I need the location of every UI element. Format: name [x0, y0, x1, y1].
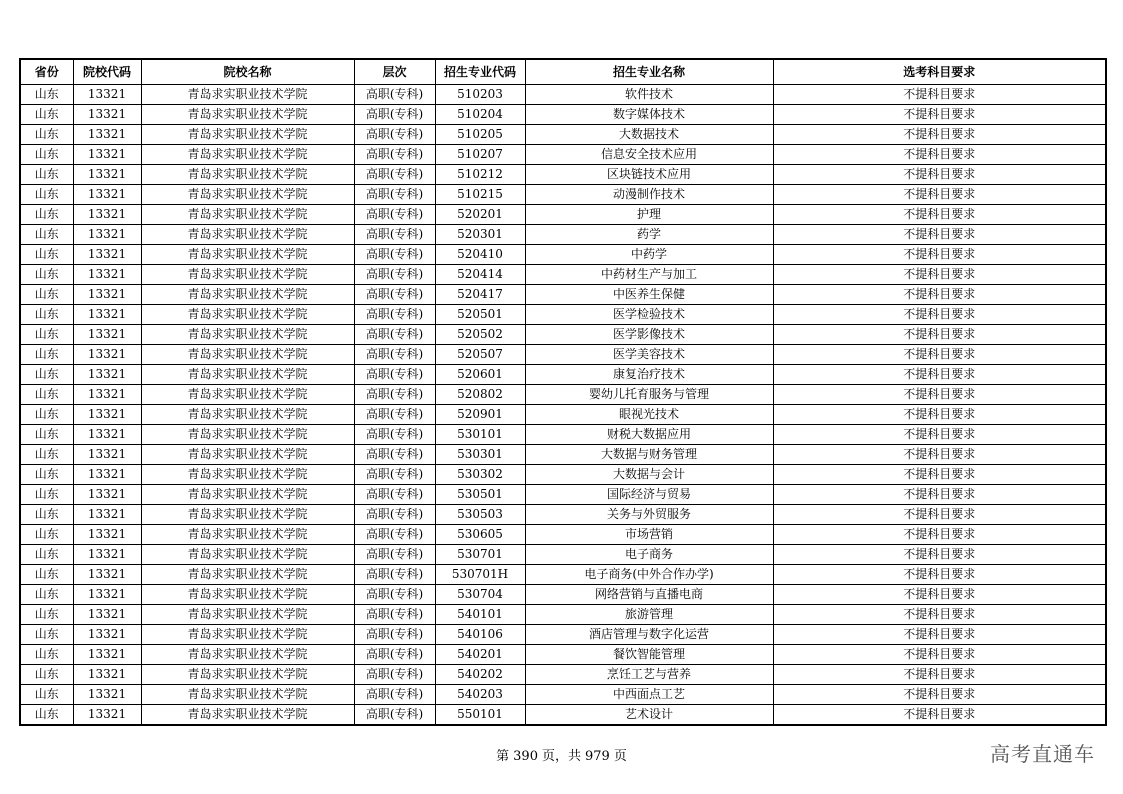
cell-school-name: 青岛求实职业技术学院: [141, 305, 354, 325]
cell-school-name: 青岛求实职业技术学院: [141, 525, 354, 545]
table-row: [20, 645, 1106, 665]
cell-major-code: 530302: [435, 465, 525, 485]
cell-subject-requirement: 不提科目要求: [773, 485, 1106, 505]
cell-subject-requirement: 不提科目要求: [773, 85, 1106, 105]
cell-province: 山东: [20, 685, 73, 705]
cell-level: 高职(专科): [354, 225, 435, 245]
cell-school-name: 青岛求实职业技术学院: [141, 205, 354, 225]
cell-major-code: 530501: [435, 485, 525, 505]
cell-major-name: 动漫制作技术: [525, 185, 773, 205]
cell-major-code: 520501: [435, 305, 525, 325]
cell-province: 山东: [20, 305, 73, 325]
cell-school-name: 青岛求实职业技术学院: [141, 445, 354, 465]
cell-province: 山东: [20, 165, 73, 185]
cell-subject-requirement: 不提科目要求: [773, 285, 1106, 305]
cell-level: 高职(专科): [354, 145, 435, 165]
cell-major-code: 520507: [435, 345, 525, 365]
cell-school-name: 青岛求实职业技术学院: [141, 405, 354, 425]
cell-school-name: 青岛求实职业技术学院: [141, 705, 354, 726]
cell-major-name: 网络营销与直播电商: [525, 585, 773, 605]
page-label-suffix: 页: [613, 749, 627, 764]
cell-level: 高职(专科): [354, 285, 435, 305]
cell-school-name: 青岛求实职业技术学院: [141, 605, 354, 625]
cell-school-name: 青岛求实职业技术学院: [141, 345, 354, 365]
cell-level: 高职(专科): [354, 245, 435, 265]
cell-school-name: 青岛求实职业技术学院: [141, 285, 354, 305]
cell-major-name: 旅游管理: [525, 605, 773, 625]
cell-province: 山东: [20, 445, 73, 465]
cell-subject-requirement: 不提科目要求: [773, 625, 1106, 645]
cell-major-name: 数字媒体技术: [525, 105, 773, 125]
table-row: [20, 205, 1106, 225]
cell-province: 山东: [20, 325, 73, 345]
cell-school-name: 青岛求实职业技术学院: [141, 485, 354, 505]
cell-level: 高职(专科): [354, 465, 435, 485]
cell-province: 山东: [20, 365, 73, 385]
cell-major-name: 软件技术: [525, 85, 773, 105]
cell-major-name: 市场营销: [525, 525, 773, 545]
cell-level: 高职(专科): [354, 425, 435, 445]
cell-subject-requirement: 不提科目要求: [773, 205, 1106, 225]
cell-major-code: 550101: [435, 705, 525, 726]
cell-school-code: 13321: [73, 665, 141, 685]
cell-school-code: 13321: [73, 265, 141, 285]
cell-province: 山东: [20, 625, 73, 645]
cell-major-code: 520417: [435, 285, 525, 305]
table-row: [20, 705, 1106, 726]
cell-province: 山东: [20, 665, 73, 685]
table-row: [20, 505, 1106, 525]
cell-major-name: 中药材生产与加工: [525, 265, 773, 285]
table-row: [20, 445, 1106, 465]
cell-level: 高职(专科): [354, 505, 435, 525]
cell-school-code: 13321: [73, 85, 141, 105]
cell-major-code: 520201: [435, 205, 525, 225]
cell-subject-requirement: 不提科目要求: [773, 305, 1106, 325]
cell-major-name: 婴幼儿托育服务与管理: [525, 385, 773, 405]
cell-major-code: 540202: [435, 665, 525, 685]
cell-subject-requirement: 不提科目要求: [773, 265, 1106, 285]
table-row: [20, 525, 1106, 545]
cell-school-code: 13321: [73, 145, 141, 165]
page-label-prefix: 第: [496, 749, 510, 764]
cell-major-name: 信息安全技术应用: [525, 145, 773, 165]
table-row: [20, 385, 1106, 405]
cell-major-code: 530101: [435, 425, 525, 445]
cell-major-name: 国际经济与贸易: [525, 485, 773, 505]
cell-province: 山东: [20, 125, 73, 145]
cell-subject-requirement: 不提科目要求: [773, 125, 1106, 145]
cell-level: 高职(专科): [354, 545, 435, 565]
table-row: [20, 425, 1106, 445]
cell-major-code: 520901: [435, 405, 525, 425]
watermark-text: 高考直通车: [990, 742, 1095, 766]
cell-school-code: 13321: [73, 485, 141, 505]
table-row: [20, 465, 1106, 485]
table-row: [20, 605, 1106, 625]
cell-province: 山东: [20, 545, 73, 565]
cell-province: 山东: [20, 245, 73, 265]
cell-major-code: 530503: [435, 505, 525, 525]
cell-school-code: 13321: [73, 125, 141, 145]
cell-major-code: 520301: [435, 225, 525, 245]
admissions-table: [19, 58, 1107, 726]
cell-subject-requirement: 不提科目要求: [773, 345, 1106, 365]
cell-major-name: 大数据与财务管理: [525, 445, 773, 465]
cell-subject-requirement: 不提科目要求: [773, 385, 1106, 405]
cell-major-name: 医学美容技术: [525, 345, 773, 365]
cell-subject-requirement: 不提科目要求: [773, 185, 1106, 205]
cell-school-name: 青岛求实职业技术学院: [141, 505, 354, 525]
cell-school-code: 13321: [73, 445, 141, 465]
cell-level: 高职(专科): [354, 185, 435, 205]
cell-major-code: 510204: [435, 105, 525, 125]
cell-subject-requirement: 不提科目要求: [773, 665, 1106, 685]
page-total: 979: [585, 749, 610, 764]
cell-subject-requirement: 不提科目要求: [773, 565, 1106, 585]
cell-school-code: 13321: [73, 505, 141, 525]
cell-major-name: 艺术设计: [525, 705, 773, 726]
cell-subject-requirement: 不提科目要求: [773, 525, 1106, 545]
table-row: [20, 405, 1106, 425]
cell-school-code: 13321: [73, 525, 141, 545]
cell-level: 高职(专科): [354, 305, 435, 325]
cell-school-name: 青岛求实职业技术学院: [141, 245, 354, 265]
cell-level: 高职(专科): [354, 445, 435, 465]
cell-school-name: 青岛求实职业技术学院: [141, 585, 354, 605]
cell-school-code: 13321: [73, 205, 141, 225]
cell-school-name: 青岛求实职业技术学院: [141, 665, 354, 685]
cell-level: 高职(专科): [354, 665, 435, 685]
cell-subject-requirement: 不提科目要求: [773, 105, 1106, 125]
table-row: [20, 485, 1106, 505]
cell-school-code: 13321: [73, 385, 141, 405]
cell-province: 山东: [20, 405, 73, 425]
cell-school-code: 13321: [73, 345, 141, 365]
cell-school-code: 13321: [73, 285, 141, 305]
cell-subject-requirement: 不提科目要求: [773, 365, 1106, 385]
cell-school-code: 13321: [73, 245, 141, 265]
cell-level: 高职(专科): [354, 605, 435, 625]
cell-level: 高职(专科): [354, 585, 435, 605]
cell-province: 山东: [20, 85, 73, 105]
cell-province: 山东: [20, 145, 73, 165]
table-row: [20, 305, 1106, 325]
cell-province: 山东: [20, 525, 73, 545]
cell-subject-requirement: 不提科目要求: [773, 705, 1106, 726]
cell-major-name: 康复治疗技术: [525, 365, 773, 385]
cell-major-name: 大数据技术: [525, 125, 773, 145]
table-row: [20, 105, 1106, 125]
cell-school-name: 青岛求实职业技术学院: [141, 685, 354, 705]
cell-province: 山东: [20, 225, 73, 245]
cell-subject-requirement: 不提科目要求: [773, 685, 1106, 705]
cell-major-name: 餐饮智能管理: [525, 645, 773, 665]
cell-school-name: 青岛求实职业技术学院: [141, 125, 354, 145]
cell-school-name: 青岛求实职业技术学院: [141, 185, 354, 205]
cell-subject-requirement: 不提科目要求: [773, 545, 1106, 565]
cell-major-code: 540203: [435, 685, 525, 705]
cell-subject-requirement: 不提科目要求: [773, 585, 1106, 605]
table-row: [20, 585, 1106, 605]
table-row: [20, 665, 1106, 685]
cell-major-name: 电子商务(中外合作办学): [525, 565, 773, 585]
column-header-province: 省份: [20, 59, 73, 85]
cell-province: 山东: [20, 585, 73, 605]
cell-school-code: 13321: [73, 545, 141, 565]
cell-major-code: 530704: [435, 585, 525, 605]
cell-major-code: 510207: [435, 145, 525, 165]
table-row: [20, 285, 1106, 305]
cell-school-name: 青岛求实职业技术学院: [141, 565, 354, 585]
column-header-school-code: 院校代码: [73, 59, 141, 85]
cell-subject-requirement: 不提科目要求: [773, 505, 1106, 525]
cell-level: 高职(专科): [354, 365, 435, 385]
cell-school-code: 13321: [73, 585, 141, 605]
column-header-major-code: 招生专业代码: [435, 59, 525, 85]
cell-subject-requirement: 不提科目要求: [773, 605, 1106, 625]
cell-province: 山东: [20, 385, 73, 405]
cell-major-name: 电子商务: [525, 545, 773, 565]
cell-school-name: 青岛求实职业技术学院: [141, 545, 354, 565]
cell-level: 高职(专科): [354, 405, 435, 425]
table-header-row: [20, 59, 1106, 85]
cell-school-code: 13321: [73, 625, 141, 645]
cell-level: 高职(专科): [354, 85, 435, 105]
cell-level: 高职(专科): [354, 165, 435, 185]
cell-province: 山东: [20, 605, 73, 625]
cell-major-name: 中药学: [525, 245, 773, 265]
cell-major-name: 中西面点工艺: [525, 685, 773, 705]
cell-school-code: 13321: [73, 705, 141, 726]
cell-major-name: 中医养生保健: [525, 285, 773, 305]
cell-province: 山东: [20, 465, 73, 485]
cell-major-code: 530701: [435, 545, 525, 565]
table-row: [20, 125, 1106, 145]
cell-level: 高职(专科): [354, 345, 435, 365]
cell-major-code: 520502: [435, 325, 525, 345]
cell-subject-requirement: 不提科目要求: [773, 245, 1106, 265]
cell-major-name: 药学: [525, 225, 773, 245]
column-header-school-name: 院校名称: [141, 59, 354, 85]
table-row: [20, 185, 1106, 205]
cell-school-name: 青岛求实职业技术学院: [141, 145, 354, 165]
cell-major-name: 烹饪工艺与营养: [525, 665, 773, 685]
cell-level: 高职(专科): [354, 485, 435, 505]
cell-major-code: 520802: [435, 385, 525, 405]
cell-major-name: 区块链技术应用: [525, 165, 773, 185]
cell-school-code: 13321: [73, 225, 141, 245]
cell-province: 山东: [20, 285, 73, 305]
table-row: [20, 165, 1106, 185]
cell-school-code: 13321: [73, 185, 141, 205]
cell-major-name: 财税大数据应用: [525, 425, 773, 445]
cell-level: 高职(专科): [354, 625, 435, 645]
cell-subject-requirement: 不提科目要求: [773, 465, 1106, 485]
cell-school-code: 13321: [73, 305, 141, 325]
cell-school-code: 13321: [73, 365, 141, 385]
cell-major-code: 520601: [435, 365, 525, 385]
column-header-subject-requirement: 选考科目要求: [773, 59, 1106, 85]
cell-major-code: 540106: [435, 625, 525, 645]
cell-school-name: 青岛求实职业技术学院: [141, 465, 354, 485]
cell-level: 高职(专科): [354, 265, 435, 285]
cell-province: 山东: [20, 705, 73, 726]
cell-major-code: 530605: [435, 525, 525, 545]
cell-province: 山东: [20, 505, 73, 525]
table-body: [20, 85, 1106, 726]
cell-major-code: 540201: [435, 645, 525, 665]
table-row: [20, 225, 1106, 245]
cell-province: 山东: [20, 185, 73, 205]
cell-province: 山东: [20, 645, 73, 665]
cell-major-code: 520410: [435, 245, 525, 265]
cell-school-code: 13321: [73, 565, 141, 585]
table-row: [20, 245, 1106, 265]
cell-school-name: 青岛求实职业技术学院: [141, 165, 354, 185]
table-row: [20, 365, 1106, 385]
cell-major-name: 护理: [525, 205, 773, 225]
table-row: [20, 145, 1106, 165]
cell-major-code: 540101: [435, 605, 525, 625]
cell-major-code: 510205: [435, 125, 525, 145]
cell-school-code: 13321: [73, 165, 141, 185]
cell-level: 高职(专科): [354, 685, 435, 705]
table-row: [20, 265, 1106, 285]
cell-school-code: 13321: [73, 425, 141, 445]
cell-school-name: 青岛求实职业技术学院: [141, 85, 354, 105]
cell-level: 高职(专科): [354, 205, 435, 225]
cell-subject-requirement: 不提科目要求: [773, 325, 1106, 345]
cell-school-name: 青岛求实职业技术学院: [141, 365, 354, 385]
cell-level: 高职(专科): [354, 705, 435, 726]
cell-school-code: 13321: [73, 685, 141, 705]
cell-school-code: 13321: [73, 605, 141, 625]
page-footer: [0, 745, 1123, 764]
cell-level: 高职(专科): [354, 525, 435, 545]
cell-major-code: 510212: [435, 165, 525, 185]
table-row: [20, 685, 1106, 705]
table-row: [20, 345, 1106, 365]
cell-subject-requirement: 不提科目要求: [773, 225, 1106, 245]
cell-province: 山东: [20, 565, 73, 585]
cell-subject-requirement: 不提科目要求: [773, 645, 1106, 665]
column-header-level: 层次: [354, 59, 435, 85]
cell-major-code: 510215: [435, 185, 525, 205]
cell-subject-requirement: 不提科目要求: [773, 165, 1106, 185]
cell-school-name: 青岛求实职业技术学院: [141, 645, 354, 665]
cell-school-name: 青岛求实职业技术学院: [141, 385, 354, 405]
cell-major-code: 520414: [435, 265, 525, 285]
cell-level: 高职(专科): [354, 325, 435, 345]
cell-school-name: 青岛求实职业技术学院: [141, 265, 354, 285]
cell-major-name: 大数据与会计: [525, 465, 773, 485]
page-current: 390: [513, 749, 538, 764]
cell-major-code: 530701H: [435, 565, 525, 585]
cell-province: 山东: [20, 205, 73, 225]
cell-major-code: 530301: [435, 445, 525, 465]
cell-school-code: 13321: [73, 645, 141, 665]
table-row: [20, 85, 1106, 105]
cell-major-name: 医学检验技术: [525, 305, 773, 325]
cell-major-name: 酒店管理与数字化运营: [525, 625, 773, 645]
cell-subject-requirement: 不提科目要求: [773, 405, 1106, 425]
cell-school-name: 青岛求实职业技术学院: [141, 625, 354, 645]
cell-province: 山东: [20, 485, 73, 505]
table-row: [20, 565, 1106, 585]
cell-school-name: 青岛求实职业技术学院: [141, 325, 354, 345]
cell-school-name: 青岛求实职业技术学院: [141, 225, 354, 245]
cell-level: 高职(专科): [354, 565, 435, 585]
cell-province: 山东: [20, 105, 73, 125]
cell-major-name: 眼视光技术: [525, 405, 773, 425]
cell-school-code: 13321: [73, 105, 141, 125]
cell-subject-requirement: 不提科目要求: [773, 445, 1106, 465]
cell-province: 山东: [20, 265, 73, 285]
cell-province: 山东: [20, 425, 73, 445]
cell-school-name: 青岛求实职业技术学院: [141, 105, 354, 125]
cell-level: 高职(专科): [354, 645, 435, 665]
cell-level: 高职(专科): [354, 105, 435, 125]
table-row: [20, 325, 1106, 345]
cell-major-name: 医学影像技术: [525, 325, 773, 345]
table-row: [20, 625, 1106, 645]
cell-level: 高职(专科): [354, 385, 435, 405]
page-label-mid: 页，共: [541, 749, 581, 764]
table-row: [20, 545, 1106, 565]
column-header-major-name: 招生专业名称: [525, 59, 773, 85]
cell-major-code: 510203: [435, 85, 525, 105]
cell-school-code: 13321: [73, 465, 141, 485]
cell-level: 高职(专科): [354, 125, 435, 145]
cell-province: 山东: [20, 345, 73, 365]
cell-school-code: 13321: [73, 405, 141, 425]
cell-school-name: 青岛求实职业技术学院: [141, 425, 354, 445]
cell-subject-requirement: 不提科目要求: [773, 425, 1106, 445]
cell-major-name: 关务与外贸服务: [525, 505, 773, 525]
cell-subject-requirement: 不提科目要求: [773, 145, 1106, 165]
cell-school-code: 13321: [73, 325, 141, 345]
